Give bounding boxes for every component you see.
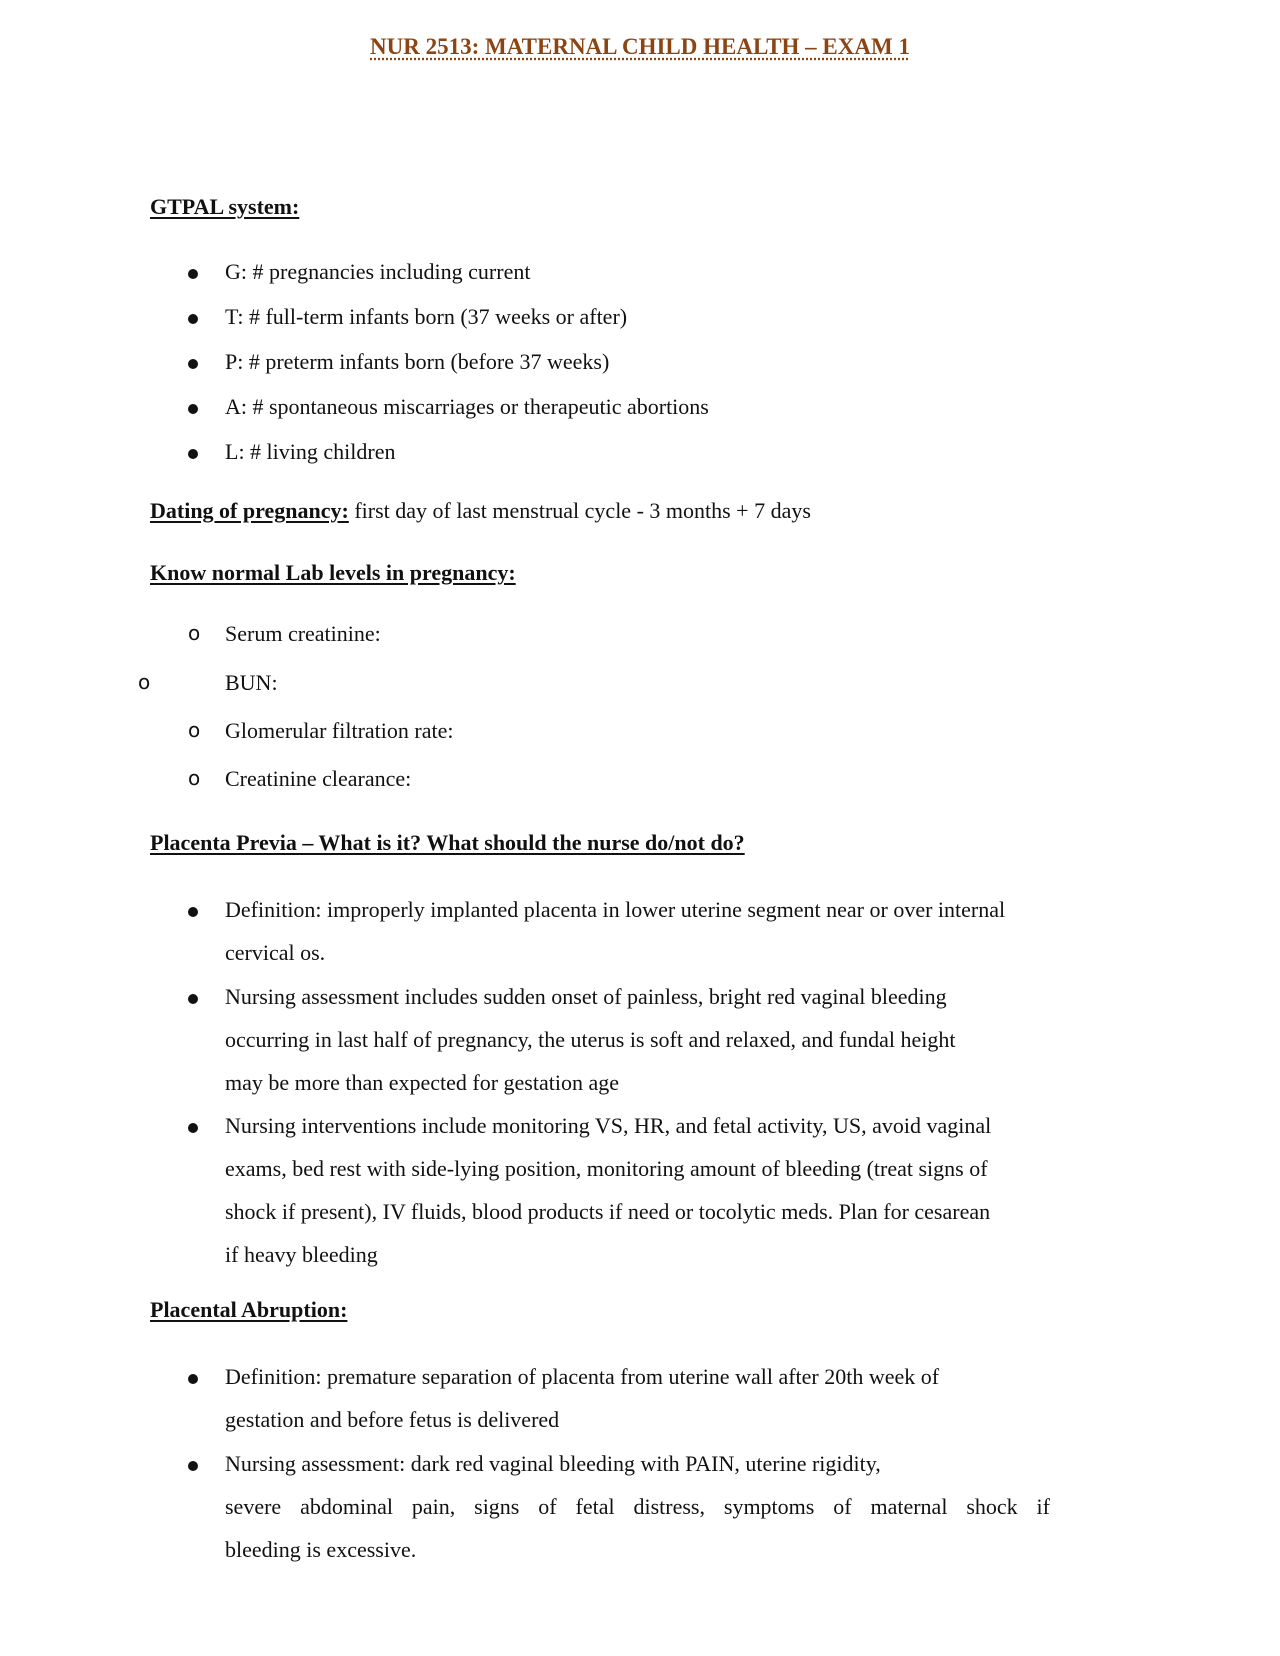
bullet-icon [188, 975, 198, 1018]
bullet-icon [188, 385, 198, 428]
text-line: occurring in last half of pregnancy, the uterus is soft and relaxed, and fundal height [225, 1027, 956, 1052]
bullet-icon [188, 1442, 198, 1485]
bullet-icon [188, 430, 198, 473]
circle-bullet-icon: o [188, 766, 201, 790]
labs-heading: Know normal Lab levels in pregnancy: [150, 560, 516, 585]
dating-row [150, 498, 811, 524]
text-line: Nursing assessment: dark red vaginal bleeding with PAIN, uterine rigidity, [225, 1451, 881, 1476]
gtpal-item-p: P: # preterm infants born (before 37 weeks) [225, 349, 610, 374]
bullet-icon [188, 888, 198, 931]
gtpal-heading: GTPAL system: [150, 194, 300, 219]
text-line: may be more than expected for gestation age [225, 1070, 620, 1095]
bullet-icon [188, 1355, 198, 1398]
lab-item-bun: BUN: [225, 670, 278, 695]
gtpal-item-t: T: # full-term infants born (37 weeks or after) [225, 304, 628, 329]
gtpal-item-a: A: # spontaneous miscarriages or therapeutic abortions [225, 394, 709, 419]
previa-item-interventions [225, 1104, 1115, 1276]
dating-text: first day of last menstrual cycle - 3 months + 7 days [354, 498, 811, 523]
text-line: shock if present), IV fluids, blood products if need or tocolytic meds. Plan for cesarean [225, 1199, 991, 1224]
text-line: Nursing interventions include monitoring VS, HR, and fetal activity, US, avoid vaginal [225, 1113, 992, 1138]
lab-item-serum-creatinine: Serum creatinine: [225, 621, 381, 646]
previa-item-definition [225, 888, 1115, 974]
lab-item-creatinine-clearance: Creatinine clearance: [225, 766, 412, 791]
dating-heading: Dating of pregnancy: [150, 498, 349, 523]
bullet-icon [188, 1104, 198, 1147]
text-line: bleeding is excessive. [225, 1537, 417, 1562]
previa-heading: Placenta Previa – What is it? What should the nurse do/not do? [150, 830, 745, 855]
gtpal-item-g: G: # pregnancies including current [225, 259, 531, 284]
circle-bullet-icon: o [188, 621, 201, 645]
bullet-icon [188, 295, 198, 338]
previa-item-assessment [225, 975, 1115, 1104]
page-title: NUR 2513: MATERNAL CHILD HEALTH – EXAM 1 [370, 34, 910, 59]
text-line: severe abdominal pain, signs of fetal distress, symptoms of maternal shock if [225, 1494, 1050, 1519]
bullet-icon [188, 340, 198, 383]
text-line: Nursing assessment includes sudden onset of painless, bright red vaginal bleeding [225, 984, 947, 1009]
text-line: Definition: premature separation of placenta from uterine wall after 20th week of [225, 1364, 940, 1389]
abruption-item-assessment [225, 1442, 1050, 1571]
gtpal-item-l: L: # living children [225, 439, 396, 464]
abruption-heading: Placental Abruption: [150, 1297, 348, 1322]
circle-bullet-icon: o [138, 670, 151, 694]
abruption-item-definition [225, 1355, 1115, 1441]
bullet-icon [188, 250, 198, 293]
text-line: gestation and before fetus is delivered [225, 1407, 560, 1432]
text-line: Definition: improperly implanted placenta in lower uterine segment near or over internal [225, 897, 1006, 922]
circle-bullet-icon: o [188, 718, 201, 742]
text-line: cervical os. [225, 940, 326, 965]
text-line: if heavy bleeding [225, 1242, 378, 1267]
text-line: exams, bed rest with side-lying position, monitoring amount of bleeding (treat signs of [225, 1156, 988, 1181]
lab-item-gfr: Glomerular filtration rate: [225, 718, 454, 743]
